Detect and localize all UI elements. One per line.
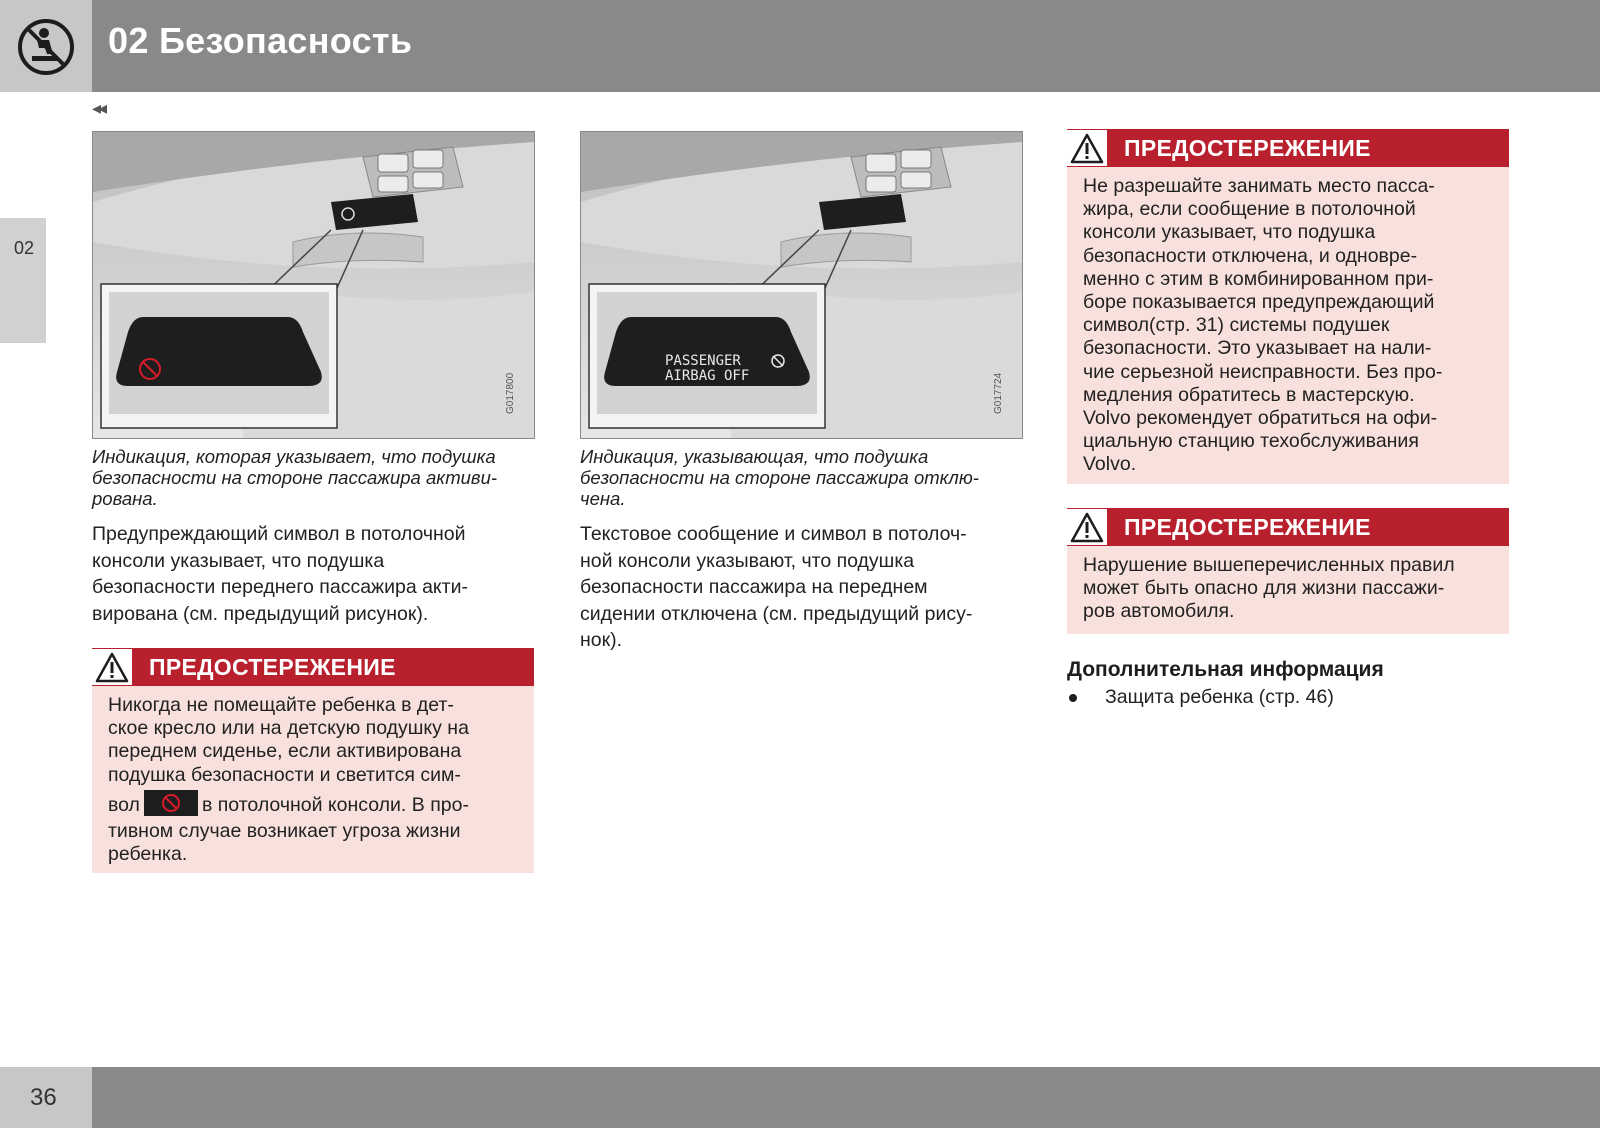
chapter-tab-label: 02 xyxy=(14,238,35,258)
bullet-icon xyxy=(1069,694,1077,702)
figure-caption: Индикация, которая указывает, что подушка безопасности на стороне пассажира активи- рована. xyxy=(92,446,498,509)
figure-caption: Индикация, указывающая, что подушка безопасности на стороне пассажира отклю- чена. xyxy=(580,446,979,509)
page-number: 36 xyxy=(30,1084,57,1111)
warning-triangle-icon xyxy=(1070,512,1104,544)
figure-code: G017800 xyxy=(505,372,516,414)
figure-code: G017724 xyxy=(993,372,1004,414)
airbag-on-symbol-icon xyxy=(144,790,198,816)
page-number-box xyxy=(0,1067,92,1128)
warning-header: ПРЕДОСТЕРЕЖЕНИЕ xyxy=(1067,508,1509,546)
overhead-console-illustration xyxy=(93,132,534,438)
page-title: 02 Безопасность xyxy=(108,20,413,61)
warning-triangle-icon xyxy=(1070,133,1104,165)
more-info-heading: Дополнительная информация xyxy=(1067,658,1384,681)
col2-paragraph: Текстовое сообщение и символ в потолоч- ной консоли указывают, что подушка безопасности пассажира на переднем сидении отключена (см. предыдущий рису- нок). xyxy=(580,523,973,651)
figure-airbag-on xyxy=(92,131,535,439)
warning-header: ПРЕДОСТЕРЕЖЕНИЕ xyxy=(92,648,534,686)
figure-airbag-off xyxy=(580,131,1023,439)
chapter-tab[interactable] xyxy=(0,218,46,343)
warning-box-child-seat xyxy=(92,648,534,873)
warning-text: Нарушение вышеперечисленных правил может быть опасно для жизни пассажи- ров автомобиля. xyxy=(1083,554,1455,623)
back-link[interactable]: ◂◂ xyxy=(92,98,105,118)
more-info-link[interactable]: Защита ребенка (стр. 46) xyxy=(1105,686,1334,708)
warning-box-passenger-seat xyxy=(1067,129,1509,484)
warning-header: ПРЕДОСТЕРЕЖЕНИЕ xyxy=(1067,129,1509,167)
warning-triangle-icon xyxy=(95,652,129,684)
warning-text: Не разрешайте занимать место пасса- жира, если сообщение в потолочной консоли указывает, что подушка безопасности отключена, и одновре- менно с этим в комбинированном при- боре показывается предупреждающий символ(стр. 31) системы подушек безопасности. Это указывает на нали- чие серьезной неисправности. Без про- медления обратитесь в мастерскую. Volvo рекомендует обратиться на офи- циальную станцию техобслуживания Volvo. xyxy=(1083,175,1443,476)
page-footer xyxy=(0,1067,1600,1128)
warning-box-rules xyxy=(1067,508,1509,634)
warning-text: Никогда не помещайте ребенка в дет- ское кресло или на детскую подушку на переднем сиденье, если активирована подушка безопасности и светится сим- вол в потолочной консоли. В про- тивном случае возникает угроза жизни ребенка. xyxy=(108,694,469,866)
overhead-console-illustration xyxy=(581,132,1022,438)
seatbelt-off-icon xyxy=(17,18,75,76)
col1-paragraph: Предупреждающий символ в потолочной консоли указывает, что подушка безопасности переднего пассажира акти- вирована (см. предыдущий рисунок). xyxy=(92,523,469,625)
passenger-airbag-off-text: PASSENGER AIRBAG OFF xyxy=(665,353,750,384)
page-header xyxy=(0,0,1600,92)
chapter-icon-box xyxy=(0,0,92,92)
